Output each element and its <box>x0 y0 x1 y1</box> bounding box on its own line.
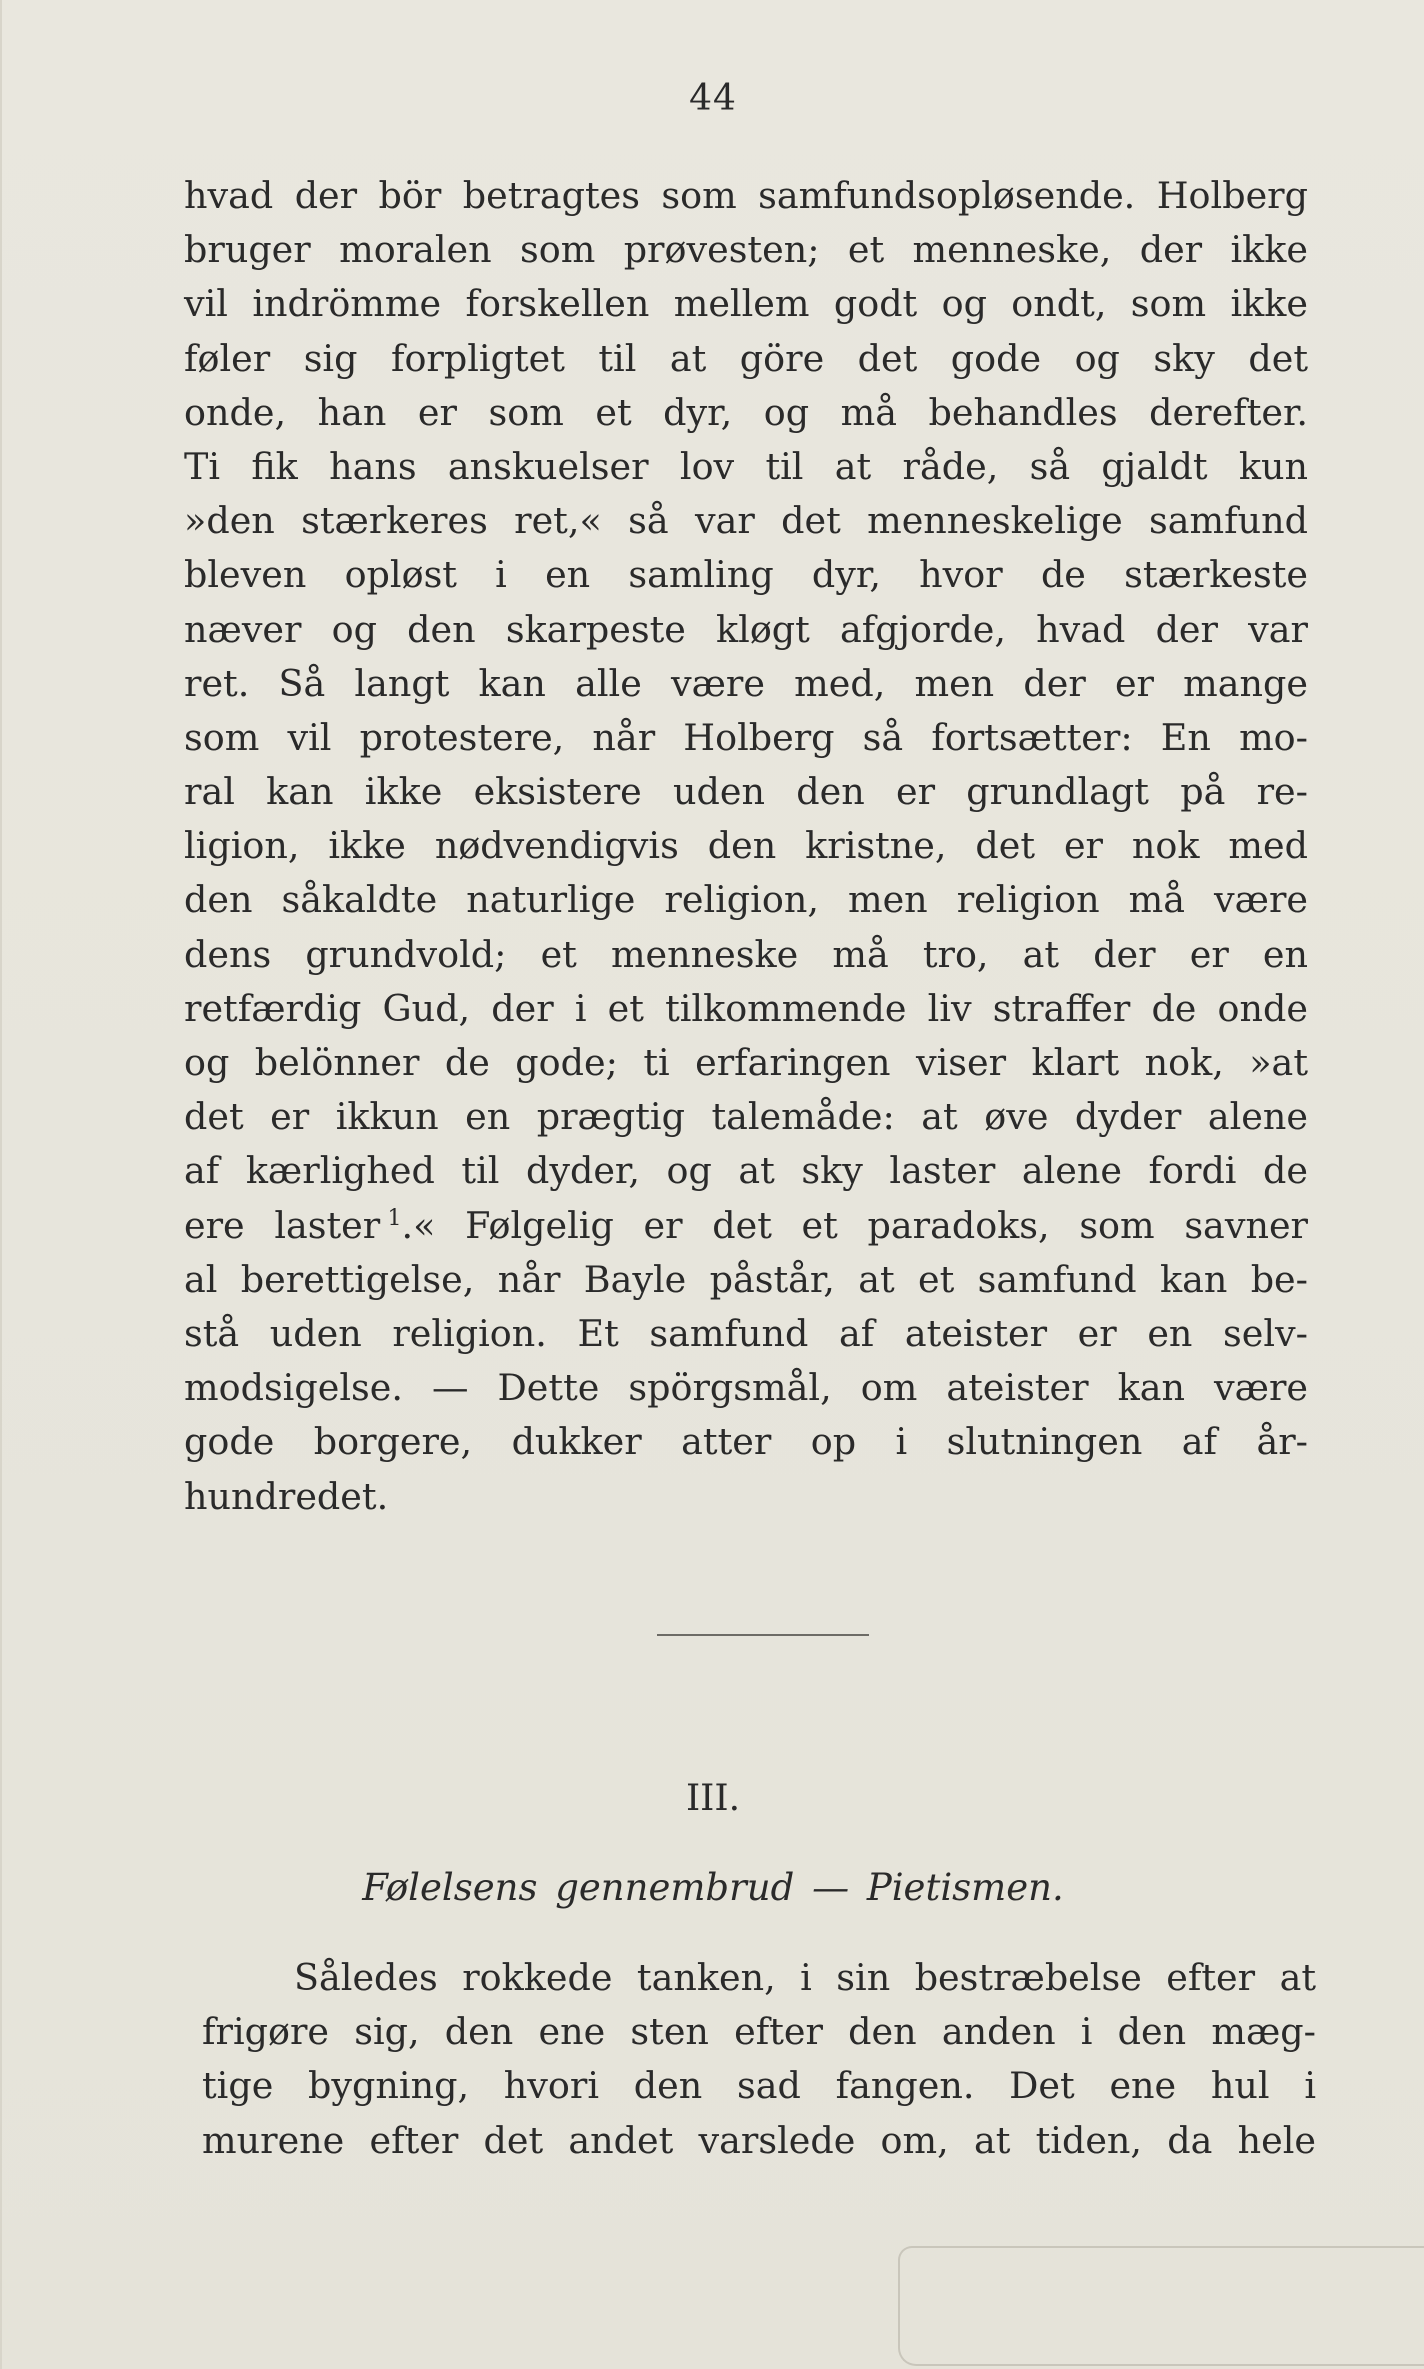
text-line: bruger moralen som prøvesten; et menneske, der ikke <box>184 228 1308 272</box>
text-line: ligion, ikke nødvendigvis den kristne, det er nok med <box>184 824 1308 868</box>
scan-frame-edge <box>898 2246 1424 2366</box>
text-line-with-footnote <box>184 1199 1308 1253</box>
text-line: Således rokkede tanken, i sin bestræbelse efter at <box>294 1956 1316 1999</box>
text-line: »den stærkeres ret,« så var det menneskelige samfund <box>184 499 1308 543</box>
paragraph-2 <box>202 1951 1316 2168</box>
text-line: retfærdig Gud, der i et tilkommende liv straffer de onde <box>184 986 1308 1030</box>
text-line: hvad der bör betragtes som samfundsopløsende. Holberg <box>184 174 1308 217</box>
footnote-marker: 1 <box>387 1205 402 1231</box>
text-line: stå uden religion. Et samfund af ateister er en selv- <box>184 1311 1308 1355</box>
text-line: modsigelse. — Dette spörgsmål, om ateister kan være <box>184 1366 1308 1410</box>
paragraph-1 <box>184 169 1308 1524</box>
text-line: onde, han er som et dyr, og må behandles derefter. <box>184 390 1308 434</box>
text-line: tige bygning, hvori den sad fangen. Det ene hul i <box>202 2064 1316 2108</box>
text-line: næver og den skarpeste kløgt afgjorde, hvad der var <box>184 607 1308 651</box>
text-line: bleven opløst i en samling dyr, hvor de stærkeste <box>184 553 1308 597</box>
text-fragment: ere laster <box>184 1203 381 1247</box>
text-line: murene efter det andet varslede om, at tiden, da hele <box>202 2118 1316 2162</box>
text-line: og belönner de gode; ti erfaringen viser klart nok, »at <box>184 1041 1308 1084</box>
text-line: det er ikkun en prægtig talemåde: at øve dyder alene <box>184 1095 1308 1139</box>
text-line: den såkaldte naturlige religion, men religion må være <box>184 878 1308 922</box>
text-line: hundredet. <box>184 1474 389 1518</box>
text-line: al berettigelse, når Bayle påstår, at et samfund kan be- <box>184 1257 1308 1301</box>
text-line: Ti fik hans anskuelser lov til at råde, så gjaldt kun <box>184 444 1308 488</box>
text-line: som vil protestere, når Holberg så fortsætter: En mo- <box>184 715 1308 759</box>
page-number: 44 <box>689 78 737 119</box>
text-fragment: .« Følgelig er det et paradoks, som savner <box>401 1203 1308 1247</box>
section-number: III. <box>685 1778 741 1819</box>
text-line: ret. Så langt kan alle være med, men der er mange <box>184 661 1308 705</box>
text-line: dens grundvold; et menneske må tro, at der er en <box>184 932 1308 976</box>
section-title: Følelsens gennembrud — Pietismen. <box>362 1866 1064 1909</box>
text-line: føler sig forpligtet til at göre det gode og sky det <box>184 336 1308 380</box>
text-line: vil indrömme forskellen mellem godt og ondt, som ikke <box>184 282 1308 326</box>
text-line: frigøre sig, den ene sten efter den anden i den mæg- <box>202 2010 1316 2054</box>
text-line: ral kan ikke eksistere uden den er grundlagt på re- <box>184 770 1308 814</box>
text-line: gode borgere, dukker atter op i slutningen af år- <box>184 1420 1308 1464</box>
section-divider <box>657 1634 869 1636</box>
text-line: af kærlighed til dyder, og at sky laster alene fordi de <box>184 1149 1308 1193</box>
